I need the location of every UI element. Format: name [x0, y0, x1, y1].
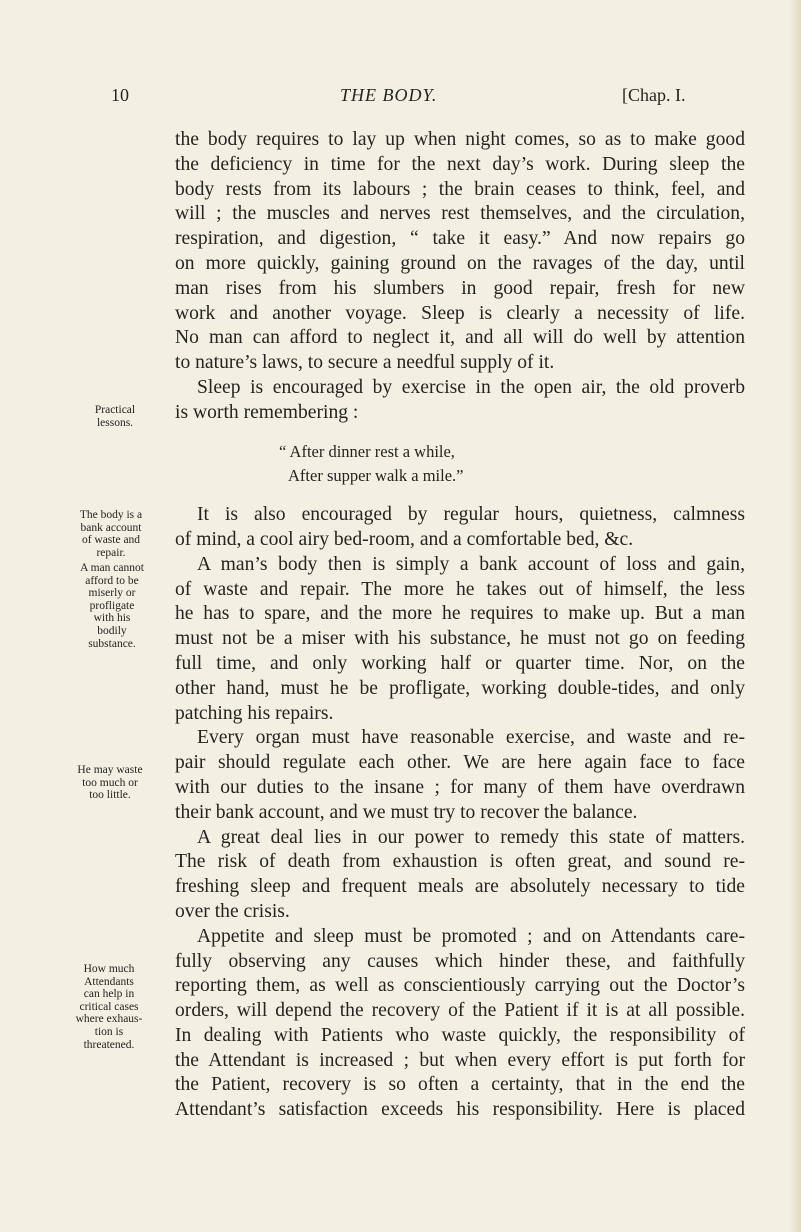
text-line: work and another voyage. Sleep is clearly a necessity of life.	[175, 302, 745, 324]
text-line: A great deal lies in our power to remedy this state of matters.	[197, 826, 745, 848]
text-line: the deficiency in time for the next day’s work. During sleep the	[175, 153, 745, 175]
text-line: full time, and only working half or quarter time. Nor, on the	[175, 652, 745, 674]
text-line: A man’s body then is simply a bank account of loss and gain,	[197, 553, 745, 575]
text-line: to nature’s laws, to secure a needful supply of it.	[175, 352, 555, 374]
text-line: Attendant’s satisfaction exceeds his responsibility. Here is placed	[175, 1099, 745, 1121]
page-number: 10	[111, 85, 129, 105]
body-text	[175, 128, 745, 1123]
proverb-line: “ After dinner rest a while,	[279, 441, 455, 461]
text-line: the body requires to lay up when night comes, so as to make good	[175, 129, 745, 150]
text-line: is worth remembering :	[175, 401, 359, 423]
text-line: patching his repairs.	[175, 702, 334, 724]
side-note-waste: He may waste too much or too little.	[77, 764, 143, 802]
text-line: he has to spare, and the more he requires to make up. But a man	[175, 603, 745, 625]
text-line: over the crisis.	[175, 900, 290, 922]
side-note-practical-lessons: Practical lessons.	[94, 404, 136, 429]
text-line: Every organ must have reasonable exercise, and waste and re-	[197, 727, 745, 749]
text-line: No man can afford to neglect it, and all will do well by attention	[175, 327, 745, 349]
text-line: must not be a miser with his substance, he must not go on feeding	[175, 628, 745, 650]
running-title: THE BODY.	[340, 85, 438, 105]
text-line: their bank account, and we must try to recover the balance.	[175, 801, 638, 823]
page-edge	[789, 0, 801, 1232]
text-line: pair should regulate each other. We are here again face to face	[175, 752, 745, 774]
side-note-bank-account: The body is a bank account of waste and repair.	[79, 509, 143, 559]
text-line: respiration, and digestion, “ take it easy.” And now repairs go	[175, 228, 745, 250]
side-note-attendants-help: How much Attendants can help in critical cases where exhaus- tion is threatened.	[75, 963, 143, 1051]
text-line: with our duties to the insane ; for many of them have overdrawn	[175, 776, 745, 798]
text-line: of mind, a cool airy bed-room, and a comfortable bed, &c.	[175, 528, 634, 550]
text-line: reporting them, as well as conscientiously carrying out the Doctor’s	[175, 975, 745, 997]
text-line: fully observing any causes which hinder these, and faithfully	[175, 950, 745, 972]
text-line: freshing sleep and frequent meals are absolutely necessary to tide	[175, 876, 745, 898]
proverb-line: After supper walk a mile.”	[288, 466, 464, 486]
text-line: orders, will depend the recovery of the Patient if it is at all possible.	[175, 1000, 745, 1022]
text-line: Sleep is encouraged by exercise in the open air, the old proverb	[197, 376, 745, 398]
text-line: the Patient, recovery is so often a certainty, that in the end the	[175, 1074, 745, 1096]
text-line: will ; the muscles and nerves rest themselves, and the circulation,	[175, 203, 745, 225]
text-line: on more quickly, gaining ground on the ravages of the day, until	[175, 252, 745, 274]
text-line: other hand, must he be profligate, working double-tides, and only	[175, 677, 745, 699]
text-line: The risk of death from exhaustion is often great, and sound re-	[175, 851, 745, 873]
text-line: the Attendant is increased ; but when every effort is put forth for	[175, 1049, 745, 1071]
chapter-marker: [Chap. I.	[622, 85, 686, 105]
text-line: body rests from its labours ; the brain ceases to think, feel, and	[175, 178, 745, 200]
text-line: It is also encouraged by regular hours, quietness, calmness	[197, 504, 745, 526]
side-note-miserly-profligate: A man cannot afford to be miserly or profligate with his bodily substance.	[80, 562, 144, 650]
text-line: In dealing with Patients who waste quickly, the responsibility of	[175, 1024, 745, 1046]
running-header	[0, 85, 801, 115]
text-line: of waste and repair. The more he takes out of himself, the less	[175, 578, 745, 600]
text-line: Appetite and sleep must be promoted ; and on Attendants care-	[197, 925, 745, 947]
text-line: man rises from his slumbers in good repair, fresh for new	[175, 277, 745, 299]
